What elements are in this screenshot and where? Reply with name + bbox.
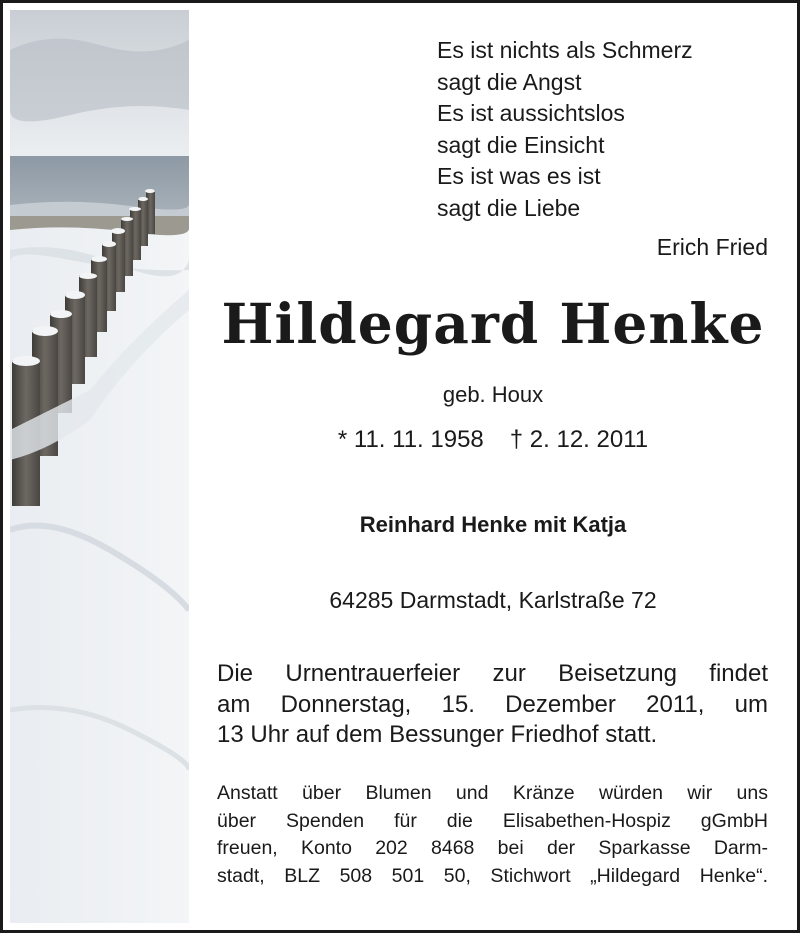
donation-line: stadt, BLZ 508 501 50, Stichwort „Hildegard Henke“. [217, 864, 768, 887]
birth-name: geb. Houx [442, 382, 544, 407]
donation-line: Anstatt über Blumen und Kränze würden wir uns [217, 782, 768, 804]
poem-line: Es ist was es ist [437, 163, 601, 189]
donation-line: freuen, Konto 202 8468 bei der Sparkasse Darm- [217, 837, 768, 859]
obituary-content [189, 3, 797, 930]
birth-date: * 11. 11. 1958 [337, 426, 484, 453]
mourner-address: 64285 Darmstadt, Karlstraße 72 [329, 587, 657, 613]
life-dates [189, 425, 797, 455]
ceremony-line: Die Urnentrauerfeier zur Beisetzung findet [217, 660, 768, 687]
poem-line: sagt die Einsicht [437, 131, 605, 158]
donation-line: über Spenden für die Elisabethen-Hospiz gGmbH [217, 809, 768, 832]
deceased-name: Hildegard Henke [221, 291, 765, 356]
donation-notice [217, 780, 768, 890]
poem-line: Es ist aussichtslos [437, 100, 625, 126]
poem-line: sagt die Angst [437, 68, 582, 95]
mourner-names: Reinhard Henke mit Katja [359, 512, 627, 537]
poem-line: Es ist nichts als Schmerz [437, 37, 693, 63]
death-date: † 2. 12. 2011 [509, 426, 649, 453]
beach-photo [10, 10, 189, 923]
poem [437, 35, 693, 224]
snow-beach-groyne-image [10, 10, 189, 923]
poem-line: sagt die Liebe [437, 194, 581, 221]
ceremony-notice [217, 659, 768, 751]
ceremony-line: 13 Uhr auf dem Bessunger Friedhof statt. [217, 721, 658, 748]
ceremony-line: am Donnerstag, 15. Dezember 2011, um [217, 690, 768, 718]
poem-author: Erich Fried [656, 234, 768, 260]
